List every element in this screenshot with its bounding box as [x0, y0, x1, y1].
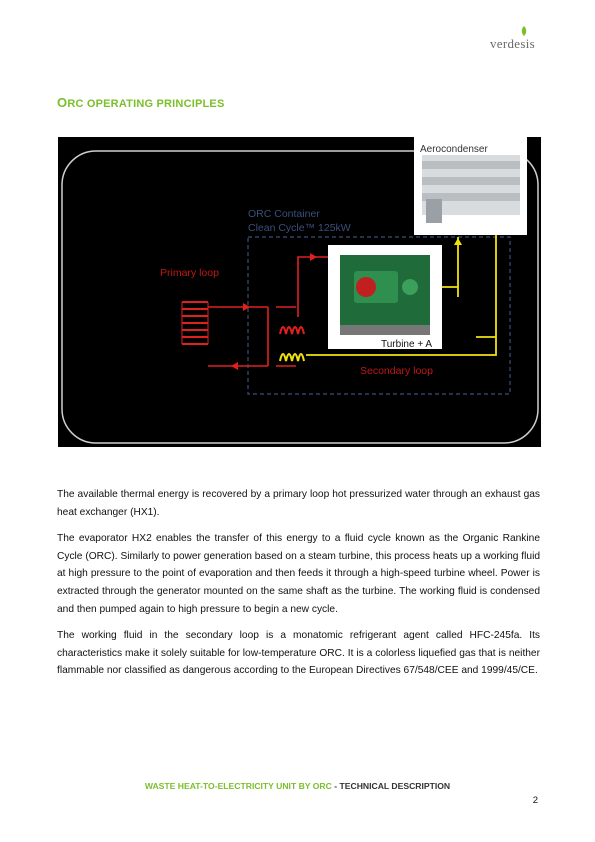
red-arrow-turbine [310, 253, 317, 261]
secondary-loop-label: Secondary loop [360, 365, 433, 377]
primary-loop-lines [208, 257, 333, 366]
hx1-coil [182, 302, 208, 344]
leaf-logo-icon [519, 26, 529, 36]
turbine-label: Turbine + A [381, 339, 433, 350]
footer-subtitle: TECHNICAL DESCRIPTION [339, 781, 451, 791]
section-heading: ORC OPERATING PRINCIPLES [57, 95, 225, 110]
aerocondenser-label: Aerocondenser [420, 144, 488, 155]
primary-arrow-left [231, 362, 238, 370]
paragraph: The evaporator HX2 enables the transfer of this energy to a fluid cycle known as the Organic Rankine Cycle (ORC). Similarly to power generation based on a steam turbine, this process heats up a working fluid at high pressure to the point of evaporation and then feeds it through a high-speed turbine wheel. Power is extracted through the generator mounted on the same shaft as the turbine. The working fluid is condensed and then pumped again to high pressure to begin a new cycle. [57, 533, 540, 615]
primary-loop-label: Primary loop [160, 267, 219, 279]
company-logo: verdesis [490, 36, 535, 51]
hx2-coil-yellow [280, 354, 304, 361]
paragraph: The working fluid in the secondary loop is a monatomic refrigerant agent called HFC-245fa. Its characteristics make it solely suitable for low-temperature ORC. It is a colorless liquefied gas that is neither flammable nor classified as dangerous according to the European Directives 67/548/CEE and 1999/45/CE. [57, 630, 540, 677]
page-footer [0, 781, 595, 791]
container-label-1: ORC Container [248, 208, 320, 220]
footer-separator: - [334, 781, 338, 791]
orc-diagram-graphic [58, 137, 541, 447]
hx2-coil-red [280, 327, 304, 334]
body-text [57, 486, 540, 689]
paragraph: The available thermal energy is recovered by a primary loop hot pressurized water through an exhaust gas heat exchanger (HX1). [57, 489, 540, 518]
orc-diagram [58, 137, 541, 447]
container-label-2: Clean Cycle™ 125kW [248, 222, 351, 234]
yellow-arrow-up [454, 238, 462, 245]
footer-title: WASTE HEAT-TO-ELECTRICITY UNIT BY ORC [144, 781, 332, 791]
primary-arrow-right [243, 303, 250, 311]
page-number: 2 [532, 795, 538, 806]
